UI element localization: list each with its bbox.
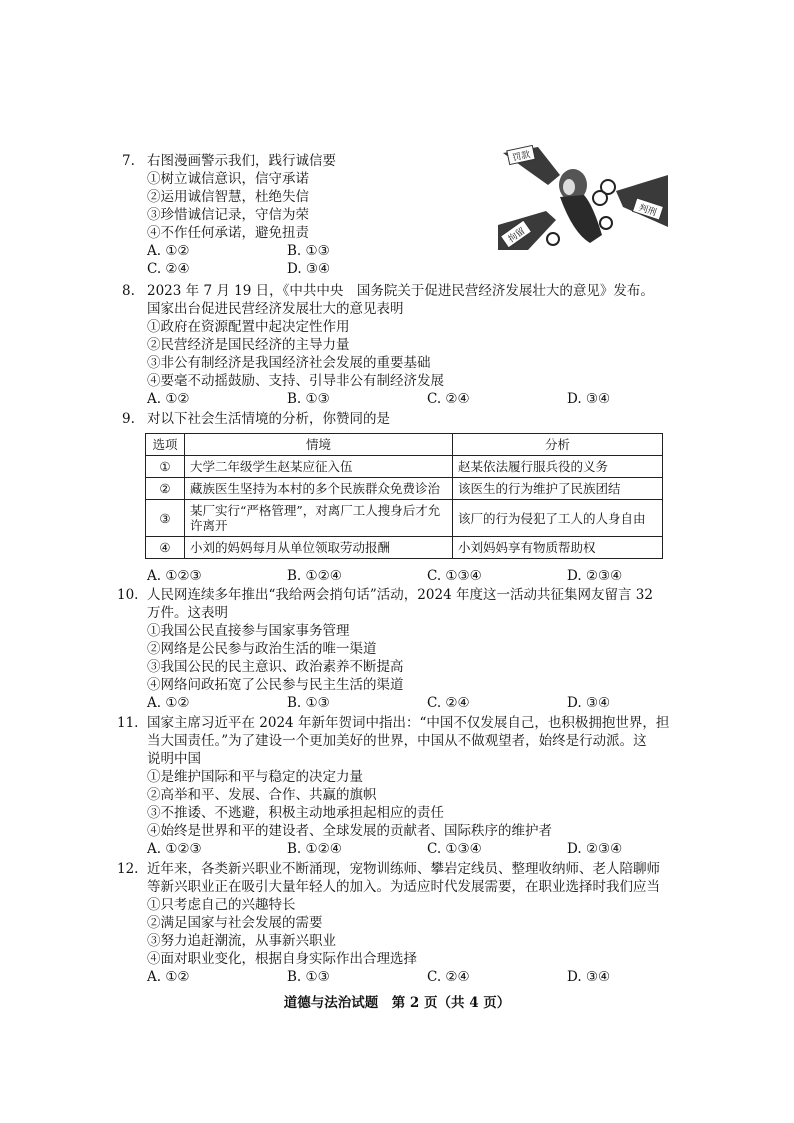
statement-2: ②运用诚信智慧，杜绝失信 (147, 189, 309, 205)
question-number: 9. (122, 411, 135, 427)
question-number: 10. (117, 587, 139, 603)
statement-1: ①树立诚信意识，信守承诺 (147, 171, 309, 187)
option-d: D. ③④ (567, 969, 611, 985)
question-number: 12. (117, 861, 139, 877)
question-stem-line-3: 说明中国 (147, 751, 201, 767)
statement-2: ②高举和平、发展、合作、共赢的旗帜 (147, 787, 377, 803)
question-stem-line-1: 国家主席习近平在 2024 年新年贺词中指出：“中国不仅发展自己，也积极拥抱世界，担 (147, 715, 670, 731)
row-marker: ③ (146, 500, 185, 537)
option-c: C. ②④ (427, 969, 470, 985)
statement-3: ③努力追赶潮流，从事新兴职业 (147, 933, 336, 949)
option-b: B. ①②④ (287, 568, 342, 584)
option-c: C. ①③④ (427, 841, 482, 857)
question-stem-line-2: 当大国责任。”为了建设一个更加美好的世界，中国从不做观望者，始终是行动派。这 (147, 733, 647, 749)
question-stem: 对以下社会生活情境的分析，你赞同的是 (147, 411, 390, 427)
cartoon-label-sentence: 判刑 (637, 203, 658, 219)
page-footer: 道德与法治试题 第 2 页（共 4 页） (283, 995, 511, 1011)
option-b: B. ①②④ (287, 841, 342, 857)
row-analysis: 赵某依法履行服兵役的义务 (453, 456, 663, 478)
option-c: C. ②④ (427, 391, 470, 407)
table-header-row (146, 434, 663, 456)
statement-3: ③不推诿、不逃避，积极主动地承担起相应的责任 (147, 805, 444, 821)
statement-4: ④面对职业变化，根据自身实际作出合理选择 (147, 951, 417, 967)
table-row (146, 537, 663, 559)
option-b: B. ①③ (287, 243, 330, 259)
table-row (146, 456, 663, 478)
statement-2: ②民营经济是国民经济的主导力量 (147, 337, 350, 353)
row-analysis: 该厂的行为侵犯了工人的人身自由 (453, 500, 663, 537)
row-marker: ① (146, 456, 185, 478)
option-d: D. ②③④ (567, 568, 623, 584)
statement-4: ④不作任何承诺，避免扭责 (147, 225, 309, 241)
row-situation: 大学二年级学生赵某应征入伍 (185, 456, 453, 478)
option-a: A. ①② (147, 243, 190, 259)
row-situation: 藏族医生坚持为本村的多个民族群众免费诊治 (185, 478, 453, 500)
row-situation: 某厂实行“严格管理”，对离厂工人搜身后才允许离开 (185, 500, 453, 537)
option-b: B. ①③ (287, 695, 330, 711)
question-stem-line-1: 近年来，各类新兴职业不断涌现，宠物训练师、攀岩定线员、整理收纳师、老人陪聊师 (147, 861, 660, 877)
statement-4: ④网络问政拓宽了公民参与民主生活的渠道 (147, 677, 404, 693)
statement-1: ①政府在资源配置中起决定性作用 (147, 319, 350, 335)
statement-1: ①是维护国际和平与稳定的决定力量 (147, 769, 363, 785)
question-number: 8. (122, 283, 135, 299)
cartoon-label-fine: 罚款 (511, 150, 532, 164)
table-row (146, 478, 663, 500)
option-a: A. ①②③ (147, 841, 202, 857)
row-situation: 小刘的妈妈每月从单位领取劳动报酬 (185, 537, 453, 559)
option-a: A. ①②③ (147, 568, 202, 584)
option-d: D. ③④ (567, 391, 611, 407)
option-b: B. ①③ (287, 391, 330, 407)
statement-1: ①我国公民直接参与国家事务管理 (147, 623, 350, 639)
option-c: C. ①③④ (427, 568, 482, 584)
option-d: D. ③④ (567, 695, 611, 711)
option-d: D. ③④ (287, 261, 331, 277)
statement-1: ①只考虑自己的兴趣特长 (147, 897, 296, 913)
option-a: A. ①② (147, 969, 190, 985)
statement-4: ④要毫不动摇鼓励、支持、引导非公有制经济发展 (147, 373, 444, 389)
statement-2: ②满足国家与社会发展的需要 (147, 915, 323, 931)
option-c: C. ②④ (427, 695, 470, 711)
question-number: 11. (117, 715, 139, 731)
statement-3: ③珍惜诚信记录，守信为荣 (147, 207, 309, 223)
option-a: A. ①② (147, 391, 190, 407)
row-analysis: 小刘妈妈享有物质帮助权 (453, 537, 663, 559)
header-analysis: 分析 (453, 434, 663, 456)
header-option: 选项 (146, 434, 185, 456)
question-stem-line-1: 2023 年 7 月 19 日，《中共中央 国务院关于促进民营经济发展壮大的意见》发布。 (147, 283, 654, 299)
question-stem: 右图漫画警示我们，践行诚信要 (147, 153, 336, 169)
statement-3: ③非公有制经济是我国经济社会发展的重要基础 (147, 355, 431, 371)
integrity-cartoon-image (498, 145, 668, 250)
table-row (146, 500, 663, 537)
statement-4: ④始终是世界和平的建设者、全球发展的贡献者、国际秩序的维护者 (147, 823, 552, 839)
header-situation: 情境 (185, 434, 453, 456)
question-stem-line-2: 国家出台促进民营经济发展壮大的意见表明 (147, 301, 404, 317)
cartoon-label-detain: 拘留 (506, 226, 528, 245)
statement-2: ②网络是公民参与政治生活的唯一渠道 (147, 641, 377, 657)
option-a: A. ①② (147, 695, 190, 711)
question-number: 7. (122, 153, 135, 169)
question-stem-line-2: 万件。这表明 (147, 605, 228, 621)
row-marker: ④ (146, 537, 185, 559)
situation-table (145, 433, 663, 559)
question-stem-line-2: 等新兴职业正在吸引大量年轻人的加入。为适应时代发展需要，在职业选择时我们应当 (147, 879, 660, 895)
row-analysis: 该医生的行为维护了民族团结 (453, 478, 663, 500)
option-b: B. ①③ (287, 969, 330, 985)
question-stem-line-1: 人民网连续多年推出“我给两会捎句话”活动，2024 年度这一活动共征集网友留言 32 (147, 587, 653, 603)
statement-3: ③我国公民的民主意识、政治素养不断提高 (147, 659, 404, 675)
option-d: D. ②③④ (567, 841, 623, 857)
row-marker: ② (146, 478, 185, 500)
option-c: C. ②④ (147, 261, 190, 277)
